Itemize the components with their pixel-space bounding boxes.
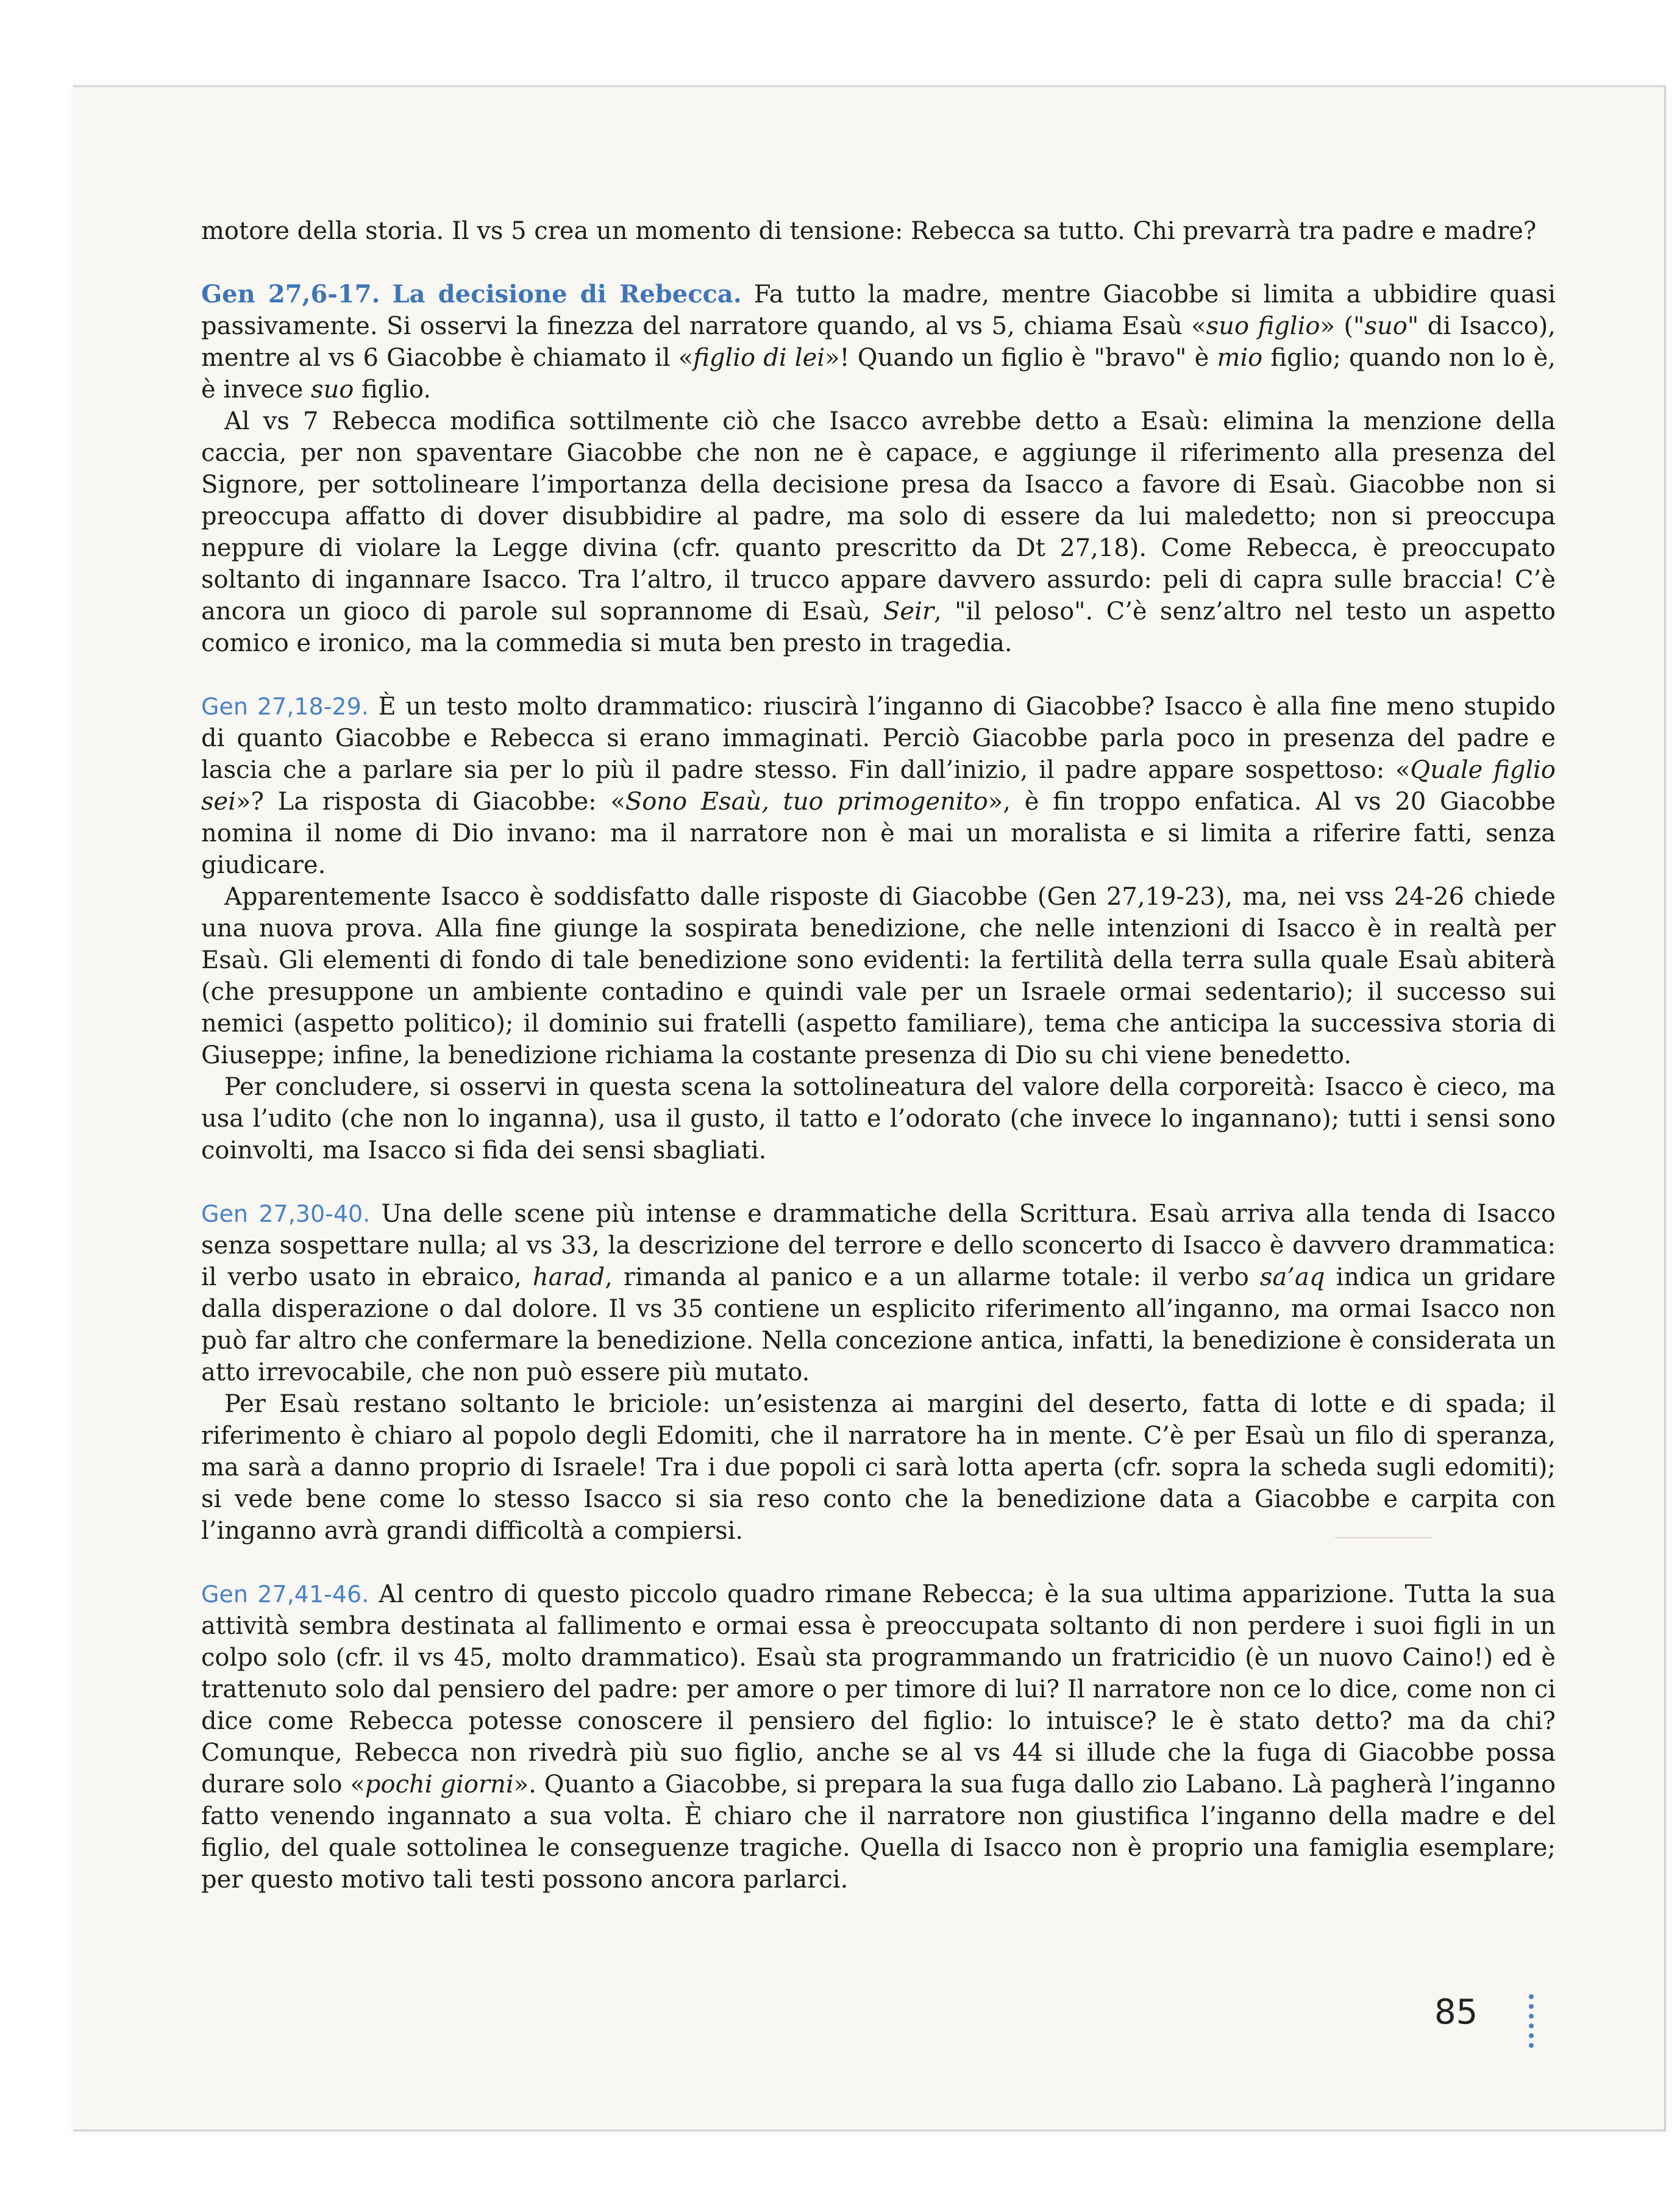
paragraph-text: figlio. bbox=[354, 376, 432, 404]
paragraph-text: »! Quando un figlio è "bravo" è bbox=[825, 344, 1217, 372]
dot-icon bbox=[1529, 1994, 1534, 1999]
emphasis-text: figlio di lei bbox=[693, 344, 825, 372]
dot-icon bbox=[1529, 2014, 1534, 2019]
emphasis-text: pochi giorni bbox=[365, 1770, 514, 1799]
decorative-dots bbox=[1529, 1994, 1535, 2053]
emphasis-text: mio bbox=[1217, 344, 1263, 372]
section-reference: Gen 27,18-29. bbox=[201, 693, 369, 720]
paragraph-vs7 bbox=[201, 405, 1556, 659]
section-reference: Gen 27,6-17. bbox=[201, 280, 380, 308]
paragraph-text: , "il peloso". C’è senz’altro nel testo un aspetto comico e ironico, ma la commedia si muta ben presto in tragedia. bbox=[201, 597, 1556, 657]
paragraph-text: , rimanda al panico e a un allarme totale: il verbo bbox=[605, 1263, 1260, 1291]
emphasis-text: Sono Esaù, tuo primogenito bbox=[625, 788, 988, 816]
paragraph-text: Fa tutto la madre, mentre Giacobbe si limita a ubbidire quasi passivamente. Si osservi la finezza del narratore quando, al vs 5, chiama Esaù « bbox=[201, 280, 1556, 340]
document-body bbox=[201, 215, 1556, 1895]
section-decisione-rebecca bbox=[201, 279, 1556, 405]
emphasis-text: suo bbox=[311, 376, 354, 404]
paragraph-text: »? La risposta di Giacobbe: « bbox=[236, 788, 625, 816]
emphasis-text: suo bbox=[1364, 312, 1408, 340]
paragraph-text: indica un gridare dalla disperazione o dal dolore. Il vs 35 contiene un esplicito riferimento all’inganno, ma ormai Isacco non può far altro che confermare la benedizione. Nella concezione antica, infatti, la benedizione è considerata un atto irrevocabile, che non può essere più mutato. bbox=[201, 1263, 1556, 1386]
paragraph-corporeita: Per concludere, si osservi in questa scena la sottolineatura del valore della corporeità: Isacco è cieco, ma usa l’udito (che non lo inganna), usa il gusto, il tatto e l’odorato (che invece lo ingannano); tutti i sensi sono coinvolti, ma Isacco si fida dei sensi sbagliati. bbox=[201, 1073, 1556, 1164]
paragraph-text: " di Isacco), mentre al vs 6 Giacobbe è chiamato il « bbox=[201, 312, 1556, 372]
scanned-page bbox=[73, 85, 1666, 2131]
page-number: 85 bbox=[1434, 1992, 1478, 2032]
paragraph-text: Al vs 7 Rebecca modifica sottilmente ciò che Isacco avrebbe detto a Esaù: elimina la menzione della caccia, per non spaventare Giacobbe che non ne è capace, e aggiunge il riferimento alla presenza del Signore, per sottolineare l’importanza della decisione presa da Isacco a favore di Esaù. Giacobbe non si preoccupa affatto di dover disubbidire al padre, ma solo di essere da lui maledetto; non si preoccupa neppure di violare la Legge divina (cfr. quanto prescritto da Dt 27,18). Come Rebecca, è preoccupato soltanto di ingannare Isacco. Tra l’altro, il trucco appare davvero assurdo: peli di capra sulle braccia! C’è ancora un gioco di parole sul soprannome di Esaù, bbox=[201, 407, 1556, 626]
dot-icon bbox=[1529, 2004, 1534, 2009]
dot-icon bbox=[1529, 2024, 1534, 2028]
emphasis-text: suo figlio bbox=[1206, 312, 1320, 340]
section-rebecca-finale bbox=[201, 1578, 1556, 1895]
section-scene-intense bbox=[201, 1198, 1556, 1388]
section-title: La decisione di Rebecca. bbox=[392, 280, 742, 308]
section-reference: Gen 27,30-40. bbox=[201, 1200, 371, 1227]
paragraph-text: Una delle scene più intense e drammatiche della Scrittura. Esaù arriva alla tenda di Isacco senza sospettare nulla; al vs 33, la descrizione del terrore e dello sconcerto di Isacco è davvero drammatica: il verbo usato in ebraico, bbox=[201, 1200, 1556, 1291]
dot-icon bbox=[1529, 2043, 1534, 2048]
emphasis-text: Quale figlio sei bbox=[201, 756, 1556, 816]
opening-paragraph: motore della storia. Il vs 5 crea un momento di tensione: Rebecca sa tutto. Chi prevarrà tra padre e madre? bbox=[201, 217, 1537, 245]
section-testo-drammatico bbox=[201, 691, 1556, 881]
scan-bleed-line bbox=[1335, 1537, 1433, 1538]
emphasis-text: harad bbox=[532, 1263, 605, 1291]
emphasis-text: Seir bbox=[883, 597, 934, 626]
section-reference: Gen 27,41-46. bbox=[201, 1581, 369, 1608]
paragraph-text: » (" bbox=[1320, 312, 1365, 340]
emphasis-text: sa’aq bbox=[1259, 1263, 1325, 1291]
dot-icon bbox=[1529, 2033, 1534, 2038]
paragraph-benedizione: Apparentemente Isacco è soddisfatto dalle risposte di Giacobbe (Gen 27,19-23), ma, nei vss 24-26 chiede una nuova prova. Alla fine giunge la sospirata benedizione, che nelle intenzioni di Isacco è in realtà per Esaù. Gli elementi di fondo di tale benedizione sono evidenti: la fertilità della terra sulla quale Esaù abiterà (che presuppone un ambiente contadino e quindi vale per un Israele ormai sedentario); il successo sui nemici (aspetto politico); il dominio sui fratelli (aspetto familiare), tema che anticipa la successiva storia di Giuseppe; infine, la benedizione richiama la costante presenza di Dio su chi viene benedetto. bbox=[201, 883, 1556, 1069]
paragraph-text: », è fin troppo enfatica. Al vs 20 Giacobbe nomina il nome di Dio invano: ma il narratore non è mai un moralista e si limita a riferire fatti, senza giudicare. bbox=[201, 788, 1556, 879]
paragraph-briciole: Per Esaù restano soltanto le briciole: un’esistenza ai margini del deserto, fatta di lotte e di spada; il riferimento è chiaro al popolo degli Edomiti, che il narratore ha in mente. C’è per Esaù un filo di speranza, ma sarà a danno proprio di Israele! Tra i due popoli ci sarà lotta aperta (cfr. sopra la scheda sugli edomiti); si vede bene come lo stesso Isacco si sia reso conto che la benedizione data a Giacobbe e carpita con l’inganno avrà grandi difficoltà a compiersi. bbox=[201, 1390, 1556, 1545]
paragraph-text: Al centro di questo piccolo quadro rimane Rebecca; è la sua ultima apparizione. Tutta la sua attività sembra destinata al fallimento e ormai essa è preoccupata soltanto di non perdere i suoi figli in un colpo solo (cfr. il vs 45, molto drammatico). Esaù sta programmando un fratricidio (è un nuovo Caino!) ed è trattenuto solo dal pensiero del padre: per amore o per timore di lui? Il narratore non ce lo dice, come non ci dice come Rebecca potesse conoscere il pensiero del figlio: lo intuisce? le è stato detto? ma da chi? Comunque, Rebecca non rivedrà più suo figlio, anche se al vs 44 si illude che la fuga di Giacobbe possa durare solo « bbox=[201, 1580, 1556, 1799]
paragraph-text: figlio; quando non lo è, è invece bbox=[201, 344, 1556, 404]
paragraph-text: ». Quanto a Giacobbe, si prepara la sua fuga dallo zio Labano. Là pagherà l’inganno fatto venendo ingannato a sua volta. È chiaro che il narratore non giustifica l’inganno della madre e del figlio, del quale sottolinea le conseguenze tragiche. Quella di Isacco non è proprio una famiglia esemplare; per questo motivo tali testi possono ancora parlarci. bbox=[201, 1770, 1556, 1894]
paragraph-text: È un testo molto drammatico: riuscirà l’inganno di Giacobbe? Isacco è alla fine meno stupido di quanto Giacobbe e Rebecca si erano immaginati. Perciò Giacobbe parla poco in presenza del padre e lascia che a parlare sia per lo più il padre stesso. Fin dall’inizio, il padre appare sospettoso: « bbox=[201, 693, 1556, 784]
